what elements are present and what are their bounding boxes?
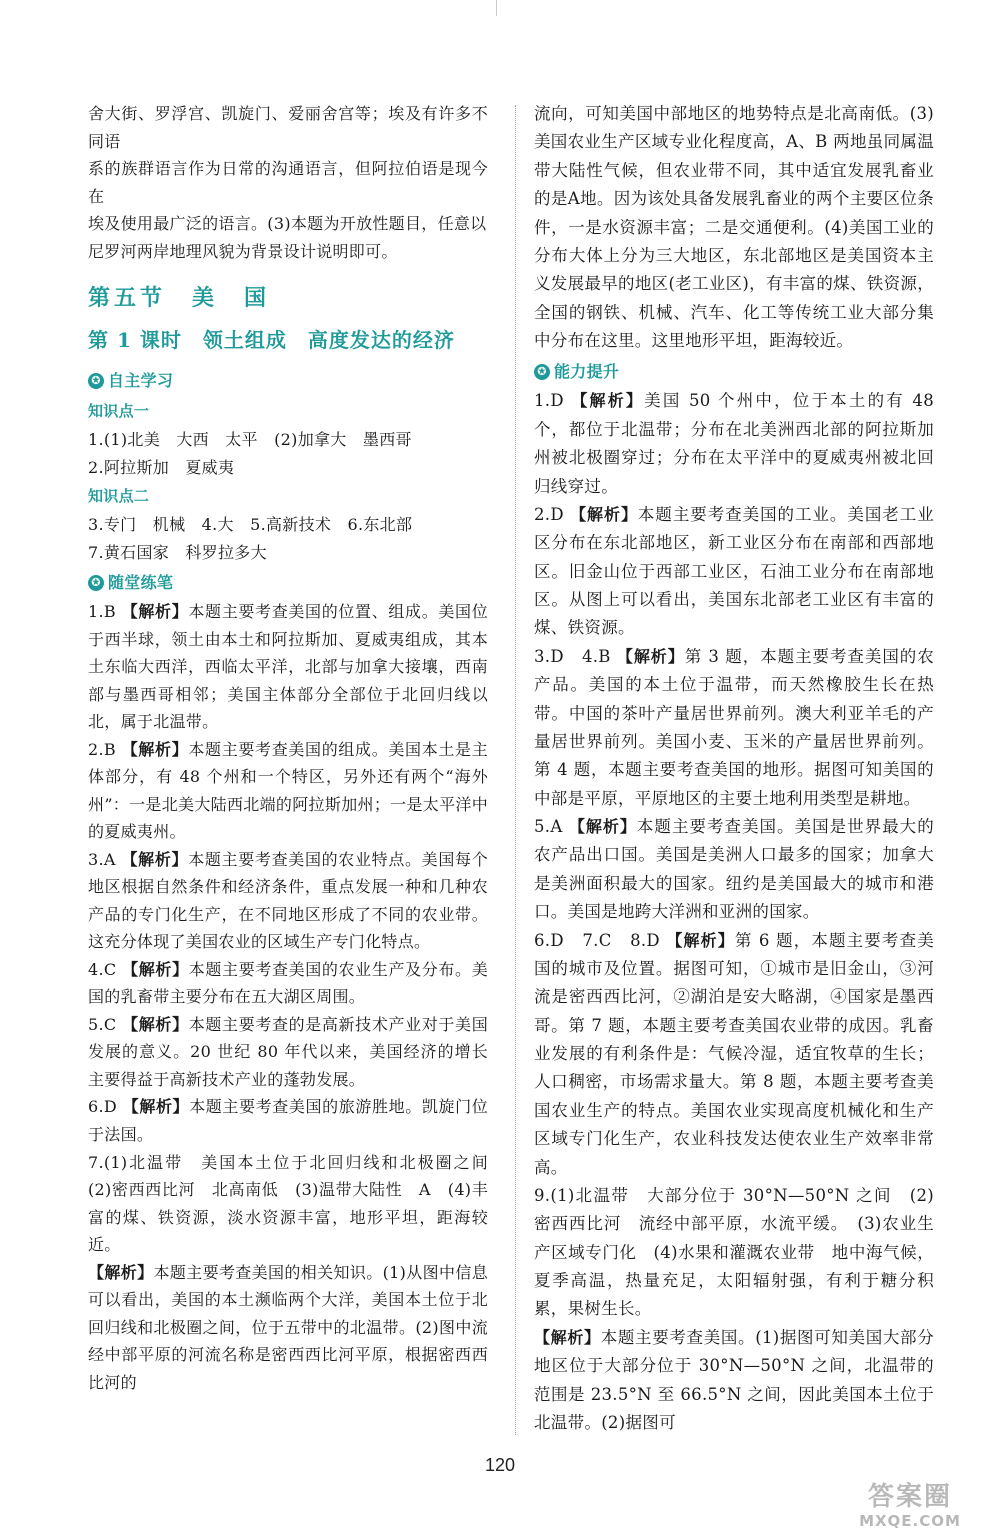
answer-item: 6.D 【解析】本题主要考查美国的旅游胜地。凯旋门位于法国。 bbox=[88, 1097, 488, 1144]
self-study-label: 自主学习 bbox=[108, 371, 174, 391]
ability-label: 能力提升 bbox=[554, 362, 620, 382]
answer-item: 5.C 【解析】本题主要考查的是高新技术产业对于美国发展的意义。20 世纪 80 年代以来，美国经济的增长主要得益于高新技术产业的蓬勃发展。 bbox=[88, 1014, 489, 1089]
top-crop-mark bbox=[496, 0, 497, 16]
answer-line: 7.黄石国家 科罗拉多大 bbox=[88, 542, 267, 562]
practice-label: 随堂练笔 bbox=[108, 573, 174, 593]
answer-item: 1.B 【解析】本题主要考查美国的位置、组成。美国位于西半球，领土由本土和阿拉斯加、夏威夷组成，其本土东临大西洋，西临太平洋，北部与加拿大接壤，西南部与墨西哥相邻；美国主体部分全部位于北回归线以北，属于北温带。 bbox=[88, 602, 489, 732]
answer-line: 3.专门 机械 4.大 5.高新技术 6.东北部 bbox=[88, 515, 413, 535]
self-study-header bbox=[88, 366, 488, 396]
answer-item: 2.D 【解析】本题主要考查美国的工业。美国老工业区分布在东北部地区，新工业区分布在南部和西部地区。旧金山位于西部工业区，石油工业分布在南部地区。从图上可以看出，美国东北部老工业区有丰富的煤、铁资源。 bbox=[534, 504, 934, 638]
intro-line: 埃及使用最广泛的语言。(3)本题为开放性题目，任意以 bbox=[88, 214, 487, 234]
star-circle-icon: ✪ bbox=[88, 373, 104, 389]
answer-item: 5.A 【解析】本题主要考查美国。美国是世界最大的农产品出口国。美国是美洲人口最多的国家；加拿大是美洲面积最大的国家。纽约是美国最大的城市和港口。美国是地跨大洋洲和亚洲的国家。 bbox=[534, 817, 934, 922]
star-circle-icon: ✪ bbox=[534, 364, 550, 380]
lesson-title: 第 1 课时 领土组成 高度发达的经济 bbox=[88, 327, 455, 352]
right-column bbox=[534, 100, 934, 1437]
knowledge-point-1: 知识点一 bbox=[88, 402, 150, 421]
watermark-logo bbox=[840, 1478, 980, 1534]
star-circle-icon: ✪ bbox=[88, 575, 104, 591]
answer-line: 1.(1)北美 大西 太平 (2)加拿大 墨西哥 bbox=[88, 430, 412, 450]
intro-line: 舍大街、罗浮宫、凯旋门、爱丽舍宫等；埃及有许多不同语 bbox=[88, 104, 488, 151]
left-column bbox=[88, 100, 505, 1396]
page-number: 120 bbox=[484, 1455, 516, 1475]
knowledge-point-2: 知识点二 bbox=[88, 487, 150, 506]
q9-answer: 9.(1)北温带 大部分位于 30°N—50°N 之间 (2)密西西比河 流经中部平原，水流平缓。 (3)农业生产区域专门化 (4)水果和灌溉农业带 地中海气候，夏季高温，热量充足，太阳辐射强，有利于糖分积累，果树生长。 bbox=[534, 1185, 934, 1319]
intro-line: 尼罗河两岸地理风貌为背景设计说明即可。 bbox=[88, 241, 398, 261]
practice-header bbox=[88, 568, 488, 598]
intro-line: 系的族群语言作为日常的沟通语言，但阿拉伯语是现今在 bbox=[88, 159, 488, 206]
column-divider bbox=[515, 105, 516, 1435]
watermark-line-1: 答案圈 bbox=[867, 1482, 952, 1512]
answer-item: 1.D 【解析】美国 50 个州中，位于本土的有 48 个，都位于北温带；分布在北美洲西北部的阿拉斯加州被北极圈穿过；分布在太平洋中的夏威夷州被北回归线穿过。 bbox=[534, 391, 935, 496]
q7-answer: 7.(1)北温带 美国本土位于北回归线和北极圈之间 (2)密西西比河 北高南低 (3)温带大陆性 A (4)丰富的煤、铁资源，淡水资源丰富，地形平坦，距海较近。 bbox=[88, 1152, 505, 1255]
answer-item: 3.A 【解析】本题主要考查美国的农业特点。美国每个地区根据自然条件和经济条件，重点发展一种和几种农产品的专门化生产，在不同地区形成了不同的农业带。这充分体现了美国农业的区域生产专门化特点。 bbox=[88, 849, 489, 952]
answer-line: 2.阿拉斯加 夏威夷 bbox=[88, 457, 235, 477]
answer-item: 6.D 7.C 8.D 【解析】第 6 题，本题主要考查美国的城市及位置。据图可知，①城市是旧金山，③河流是密西西比河，②湖泊是安大略湖，④国家是墨西哥。第 7 题，本题主要考查美国农业带的成因。乳畜业发展的有利条件是：气候冷湿，适宜牧草的生长；人口稠密，市场需求量大。第 8 题，本题主要考查美国农业生产的特点。美国农业实现高度机械化和生产区域专门化生产，农业科技发达使农业生产效率非常高。 bbox=[534, 930, 935, 1177]
ability-header bbox=[534, 357, 934, 387]
section-title: 第五节 美 国 bbox=[88, 285, 271, 312]
q9-analysis: 【解析】本题主要考查美国。(1)据图可知美国大部分地区位于大部分位于 30°N—50°N 之间，北温带的范围是 23.5°N 至 66.5°N 之间，因此美国本土位于北温带。(2)据图可 bbox=[534, 1327, 934, 1432]
answer-item: 3.D 4.B 【解析】第 3 题，本题主要考查美国的农产品。美国的本土位于温带，而天然橡胶生长在热带。中国的茶叶产量居世界前列。澳大利亚羊毛的产量居世界前列。美国小麦、玉米的产量居世界前列。第 4 题，本题主要考查美国的地形。据图可知美国的中部是平原，平原地区的主要土地利用类型是耕地。 bbox=[534, 646, 935, 808]
continued-text: 流向，可知美国中部地区的地势特点是北高南低。(3)美国农业生产区域专业化程度高，A、B 两地虽同属温带大陆性气候，但农业带不同，其中适宜发展乳畜业的是A地。因为该处具备发展乳畜业的两个主要区位条件，一是水资源丰富；二是交通便利。(4)美国工业的分布大体上分为三大地区，东北部地区是美国资本主义发展最早的地区(老工业区)，有丰富的煤、铁资源，全国的钢铁、机械、汽车、化工等传统工业大部分集中分布在这里。这里地形平坦，距海较近。 bbox=[534, 104, 934, 350]
watermark-line-2: MXQE.COM bbox=[859, 1512, 961, 1530]
answer-item: 4.C 【解析】本题主要考查美国的农业生产及分布。美国的乳畜带主要分布在五大湖区周围。 bbox=[88, 959, 489, 1007]
answer-item: 2.B 【解析】本题主要考查美国的组成。美国本土是主体部分，有 48 个州和一个特区，另外还有两个“海外州”：一是北美大陆西北端的阿拉斯加州；一是太平洋中的夏威夷州。 bbox=[88, 739, 489, 842]
q7-analysis: 【解析】本题主要考查美国的相关知识。(1)从图中信息可以看出，美国的本土濒临两个大洋，美国本土位于北回归线和北极圈之间，位于五带中的北温带。(2)图中流经中部平原的河流名称是密西西比河平原，根据密西西比河的 bbox=[88, 1262, 488, 1392]
